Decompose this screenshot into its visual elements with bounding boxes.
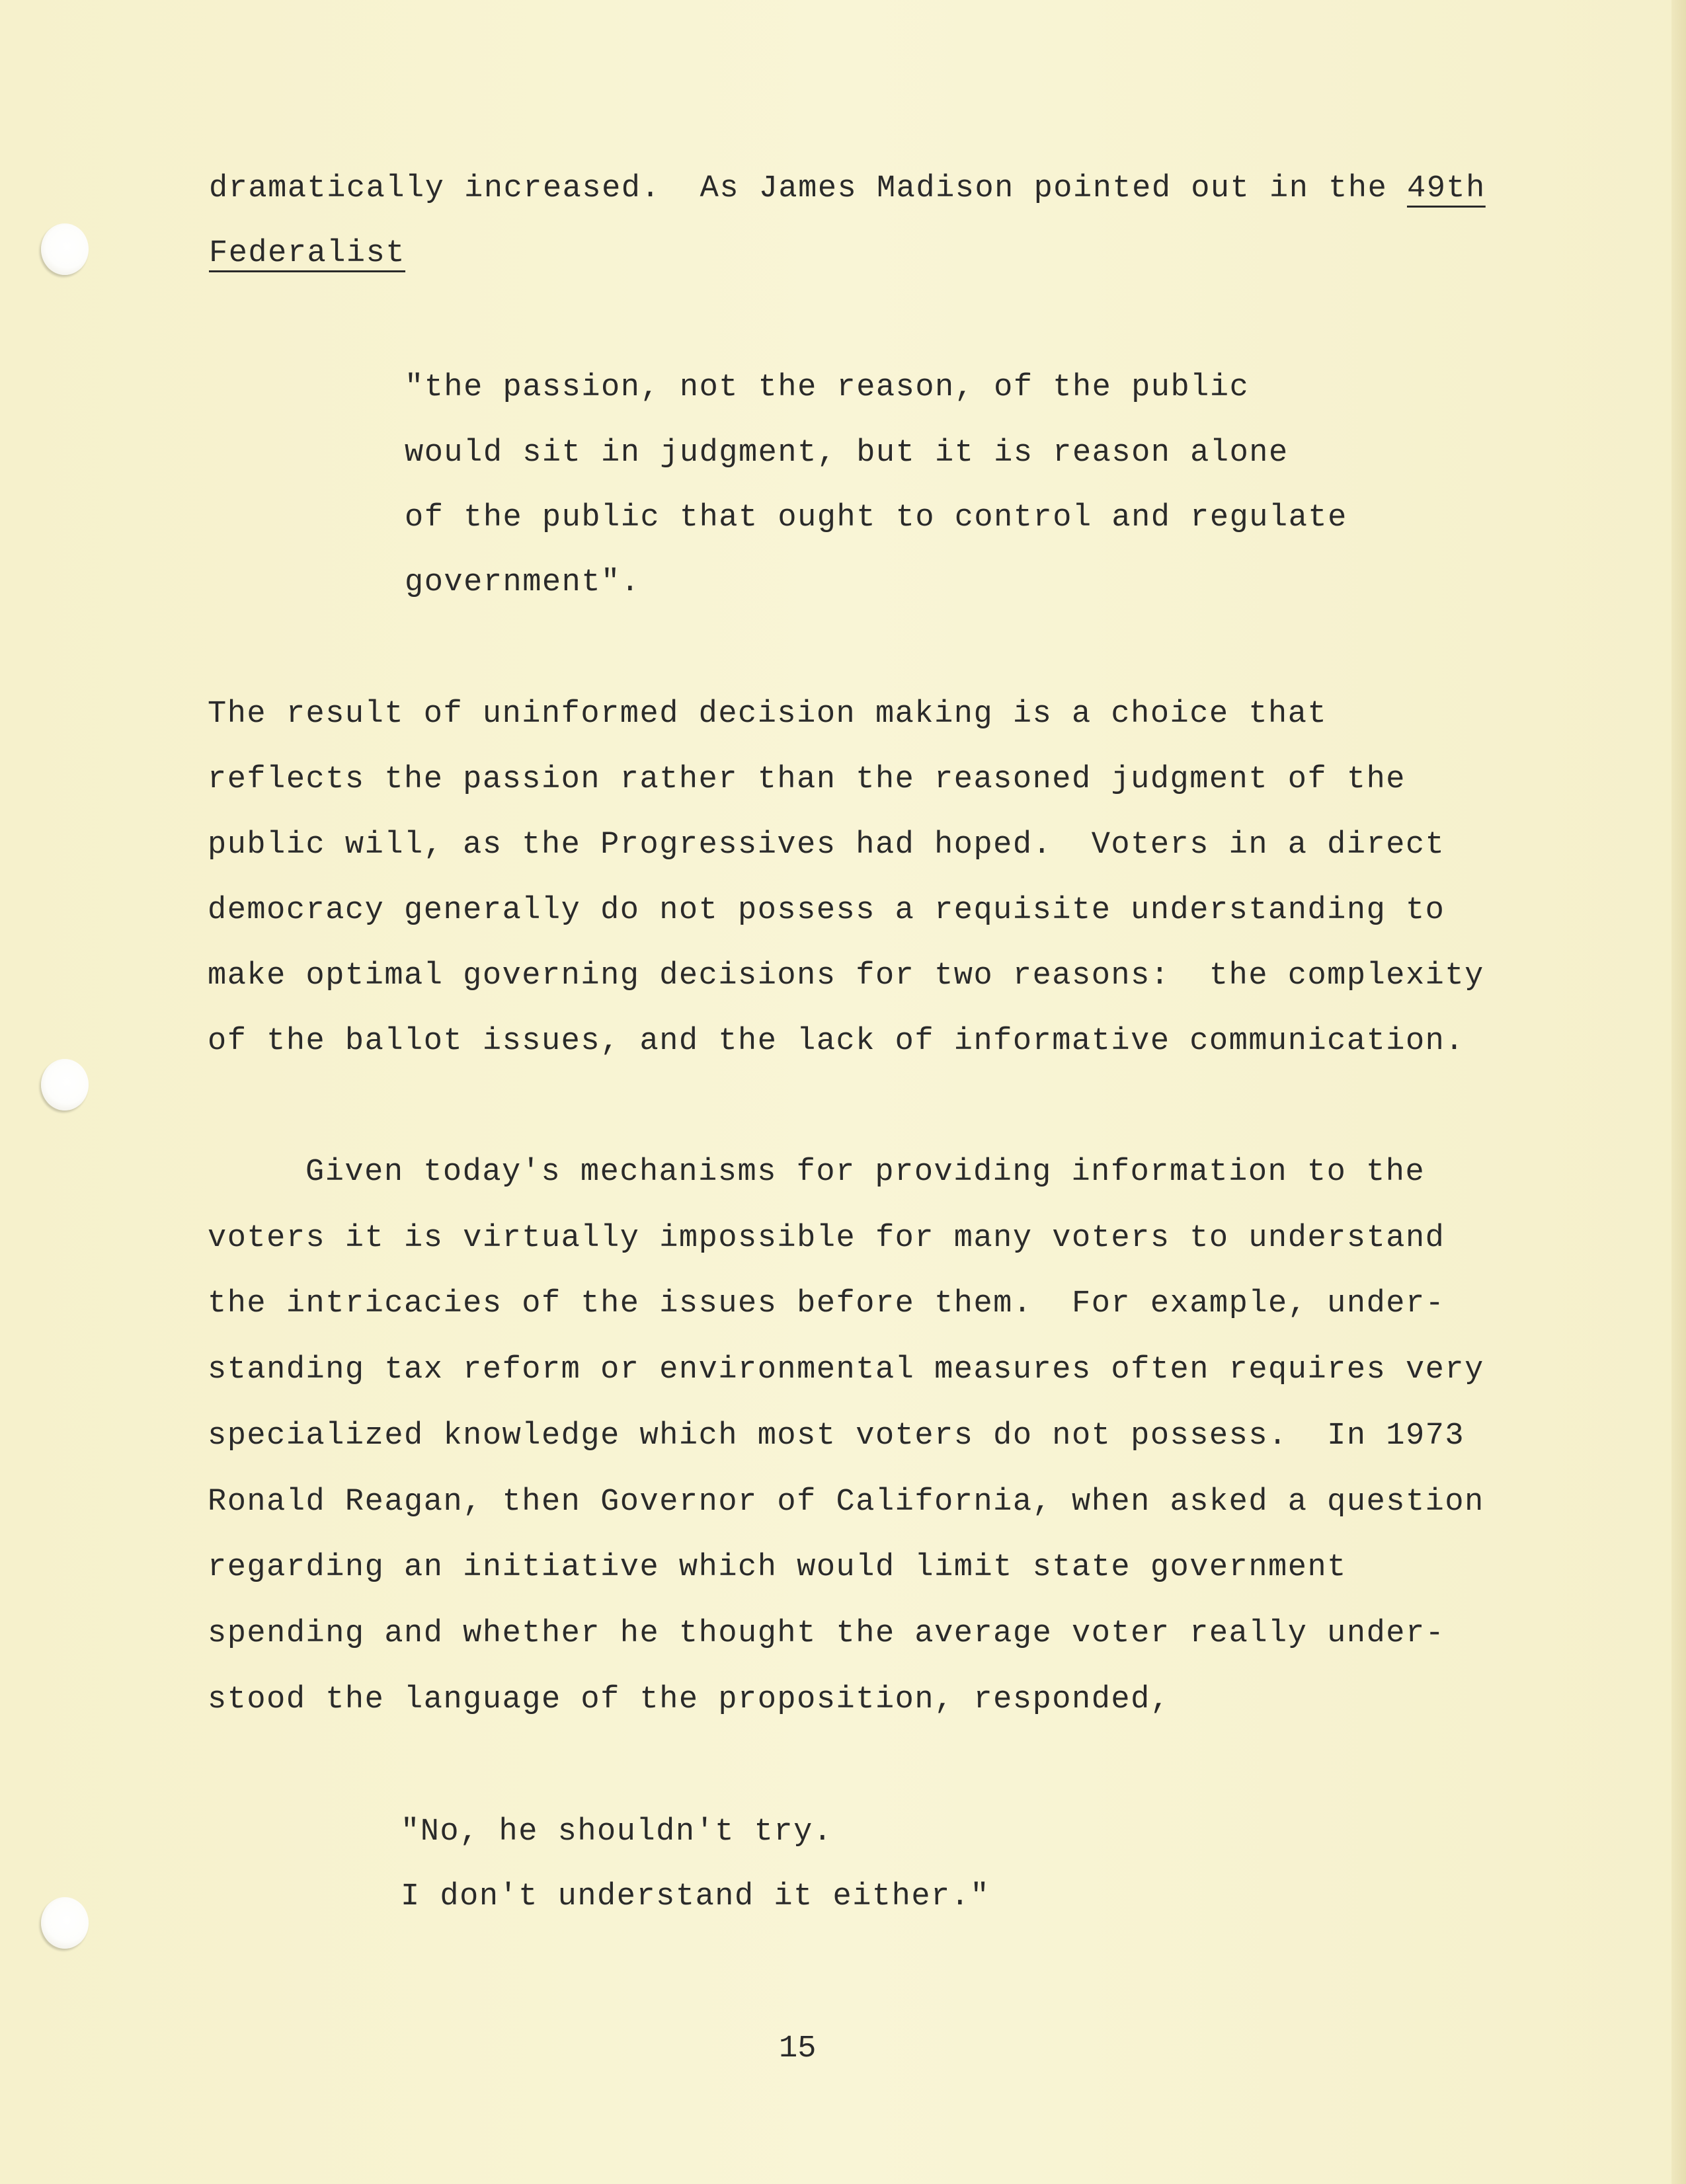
punch-hole-bottom — [41, 1897, 89, 1949]
paragraph2-line: standing tax reform or environmental measures often requires very — [208, 1352, 1484, 1387]
paragraph2-line: voters it is virtually impossible for many voters to understand — [208, 1221, 1445, 1256]
quote1-line: of the public that ought to control and regulate — [405, 500, 1347, 535]
punch-hole-top — [41, 223, 89, 275]
underlined-federalist: Federalist — [209, 236, 406, 271]
punch-hole-middle — [41, 1059, 89, 1111]
paragraph2-line: Ronald Reagan, then Governor of California, when asked a question — [208, 1485, 1484, 1520]
page-number: 15 — [779, 2031, 817, 2066]
quote2-line: I don't understand it either." — [401, 1879, 990, 1914]
paragraph2-line: stood the language of the proposition, responded, — [208, 1682, 1170, 1717]
quote1-line: would sit in judgment, but it is reason alone — [405, 436, 1289, 471]
paragraph1-line: democracy generally do not possess a requisite understanding to — [208, 893, 1445, 928]
quote1-line: "the passion, not the reason, of the public — [405, 370, 1250, 405]
paragraph1-line: of the ballot issues, and the lack of informative communication. — [208, 1024, 1465, 1059]
paper-edge — [1671, 0, 1686, 2184]
paragraph1-line: reflects the passion rather than the reasoned judgment of the — [208, 762, 1406, 797]
continuation-line-2 — [209, 238, 405, 269]
continuation-line-1 — [209, 173, 1486, 204]
underlined-49th: 49th — [1406, 171, 1486, 206]
paragraph2-line: specialized knowledge which most voters do not possess. In 1973 — [208, 1419, 1465, 1454]
paragraph2-line: the intricacies of the issues before them. For example, under- — [208, 1286, 1445, 1321]
paragraph1-line: The result of uninformed decision making is a choice that — [208, 697, 1328, 732]
paragraph2-line: regarding an initiative which would limit state government — [208, 1550, 1347, 1585]
paragraph2-line: spending and whether he thought the average voter really under- — [208, 1616, 1445, 1651]
paragraph2-line: Given today's mechanisms for providing information to the — [305, 1155, 1425, 1190]
quote1-line: government". — [405, 565, 641, 600]
quote2-line: "No, he shouldn't try. — [401, 1814, 833, 1850]
paragraph1-line: make optimal governing decisions for two reasons: the complexity — [208, 958, 1484, 994]
paragraph1-line: public will, as the Progressives had hoped. Voters in a direct — [208, 828, 1445, 863]
continuation-text: dramatically increased. As James Madison pointed out in the — [209, 171, 1407, 206]
